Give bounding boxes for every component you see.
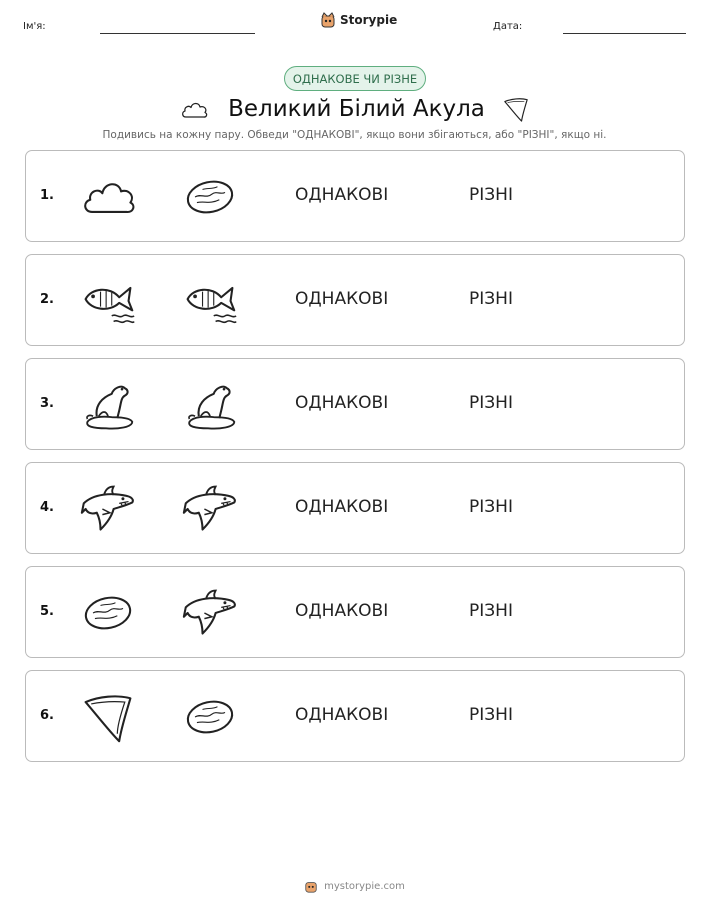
fish-icon <box>182 273 238 329</box>
same-option[interactable]: ОДНАКОВІ <box>295 601 389 621</box>
row-number: 1. <box>40 188 54 203</box>
brand-logo <box>320 12 397 28</box>
different-option[interactable]: РІЗНІ <box>469 601 513 621</box>
rock-icon <box>182 169 238 225</box>
title-row <box>0 92 709 126</box>
date-line[interactable] <box>563 33 686 34</box>
row-number: 3. <box>40 396 54 411</box>
name-line[interactable] <box>100 33 255 34</box>
storypie-mascot-icon <box>320 12 336 28</box>
same-option[interactable]: ОДНАКОВІ <box>295 185 389 205</box>
page-title: Великий Білий Акула <box>228 96 485 122</box>
same-option[interactable]: ОДНАКОВІ <box>295 289 389 309</box>
exercise-row <box>25 670 685 762</box>
exercise-row <box>25 462 685 554</box>
row-number: 4. <box>40 500 54 515</box>
exercise-row <box>25 358 685 450</box>
row-number: 5. <box>40 604 54 619</box>
seal-icon <box>182 377 238 433</box>
different-option[interactable]: РІЗНІ <box>469 497 513 517</box>
different-option[interactable]: РІЗНІ <box>469 705 513 725</box>
row-number: 6. <box>40 708 54 723</box>
same-option[interactable]: ОДНАКОВІ <box>295 393 389 413</box>
same-option[interactable]: ОДНАКОВІ <box>295 705 389 725</box>
date-label: Дата: <box>493 21 523 32</box>
storypie-mascot-icon <box>304 879 318 893</box>
exercise-row <box>25 566 685 658</box>
seal-icon <box>80 377 136 433</box>
rock-icon <box>80 585 136 641</box>
exercise-row <box>25 254 685 346</box>
activity-type-badge: ОДНАКОВЕ ЧИ РІЗНЕ <box>284 66 426 91</box>
shark-icon <box>80 481 136 537</box>
row-number: 2. <box>40 292 54 307</box>
cloud-icon <box>180 98 210 120</box>
different-option[interactable]: РІЗНІ <box>469 289 513 309</box>
cloud-icon <box>80 169 136 225</box>
footer-url: mystorypie.com <box>324 880 405 892</box>
name-label: Ім'я: <box>23 21 46 32</box>
same-option[interactable]: ОДНАКОВІ <box>295 497 389 517</box>
rock-icon <box>182 689 238 745</box>
shark-icon <box>182 585 238 641</box>
fish-icon <box>80 273 136 329</box>
shark-icon <box>182 481 238 537</box>
different-option[interactable]: РІЗНІ <box>469 185 513 205</box>
tooth-icon <box>80 689 136 745</box>
shark-tooth-icon <box>503 94 529 124</box>
footer <box>0 879 709 893</box>
instructions: Подивись на кожну пару. Обведи "ОДНАКОВІ", якщо вони збігаються, або "РІЗНІ", якщо ні. <box>102 129 607 141</box>
exercise-row <box>25 150 685 242</box>
different-option[interactable]: РІЗНІ <box>469 393 513 413</box>
brand-name: Storypie <box>340 13 398 27</box>
